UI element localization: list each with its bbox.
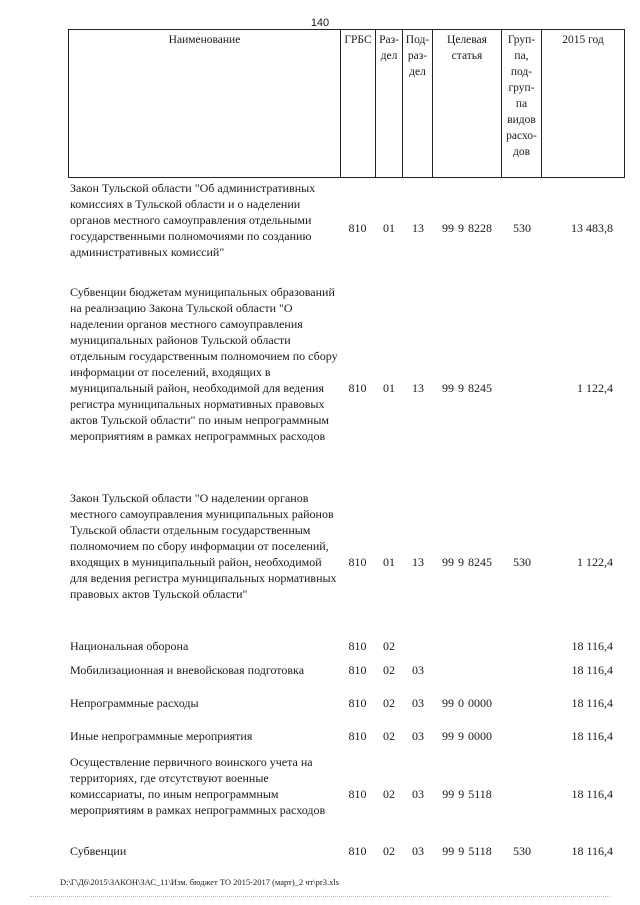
header-razdel-line: Раз- [379,34,399,46]
footer-file-path: D:\Г\Д6\2015\ЗАКОН\ЗАС_11\Изм. бюджет ТО 2015-2017 (март)_2 чт\pr3.xls [60,877,340,887]
row-tselevaya: 99 9 8245 [442,555,492,569]
row-name: Иные непрограммные мероприятия [70,729,253,743]
header-grbs [340,29,375,178]
header-razdel-line: дел [380,50,398,62]
row-name: Осуществление первичного воинского учета на территориях, где отсутствуют военные комиссариаты, по иным непрограммным мероприятиям в рамках непрограммных расходов [70,755,326,817]
row-razdel: 02 [383,696,395,710]
header-gruppa-line: видов [507,114,536,126]
header-podrazdel-line: раз- [407,50,428,62]
row-razdel: 02 [383,844,395,858]
table-row [0,490,640,634]
row-name: Закон Тульской области "О наделении органов местного самоуправления муниципальных районов Тульской области отдельным государственным полномочием по сбору информации от поселений, входящих в муниципальный район, необходимой для ведения регистра муниципальных нормативных правовых актов Тульской области" [70,491,337,601]
row-tselevaya: 99 9 8245 [442,381,492,395]
table-row [0,180,640,276]
header-podrazdel [402,29,432,178]
row-razdel: 01 [383,221,395,235]
table-row [0,843,640,859]
header-name-label: Наименование [168,34,241,46]
row-grbs: 810 [348,663,367,677]
table-row [0,695,640,711]
row-tselevaya: 99 9 0000 [442,729,492,743]
row-name: Закон Тульской области "Об административных комиссиях в Тульской области и о наделении органов местного самоуправления отдельными государственными полномочиями по созданию административных комиссий" [70,181,316,259]
header-name [68,29,340,178]
row-grbs: 810 [348,787,367,801]
row-amount: 18 116,4 [571,663,613,677]
table-row [0,728,640,744]
row-podrazdel: 03 [412,729,424,743]
row-amount: 18 116,4 [571,787,613,801]
row-gruppa: 530 [513,555,531,569]
header-gruppa-line: груп- [508,82,535,94]
row-razdel: 02 [383,787,395,801]
row-podrazdel: 03 [412,787,424,801]
header-gruppa-line: па [515,98,528,110]
row-razdel: 01 [383,555,395,569]
row-amount: 1 122,4 [577,381,613,395]
row-razdel: 02 [383,639,395,653]
row-amount: 1 122,4 [577,555,613,569]
row-razdel: 02 [383,663,395,677]
header-gruppa-line: под- [510,66,533,78]
row-podrazdel: 03 [412,663,424,677]
row-amount: 18 116,4 [571,696,613,710]
header-tselevaya [432,29,501,178]
header-tselevaya-line: Целевая [447,34,487,46]
table-row [0,754,640,834]
table-row [0,284,640,476]
row-tselevaya: 99 9 8228 [442,221,492,235]
header-gruppa [501,29,541,178]
row-grbs: 810 [348,844,367,858]
row-gruppa: 530 [513,844,531,858]
row-podrazdel: 13 [412,381,424,395]
row-name: Мобилизационная и вневойсковая подготовка [70,663,305,677]
row-name: Субвенции бюджетам муниципальных образований на реализацию Закона Тульской области "О наделении органов местного самоуправления муниципальных районов Тульской области отдельным государственным полномочием по сбору информации от поселений, входящих в муниципальный район, необходимой для ведения регистра муниципальных нормативных правовых актов Тульской области" по иным непрограммным мероприятиям в рамках непрограммных расходов [70,285,338,443]
header-podrazdel-line: Под- [405,34,430,46]
table-row [0,662,640,678]
row-grbs: 810 [348,221,367,235]
row-amount: 13 483,8 [571,221,613,235]
header-podrazdel-line: дел [409,66,426,78]
row-podrazdel: 03 [412,696,424,710]
row-podrazdel: 13 [412,555,424,569]
row-tselevaya: 99 9 5118 [442,844,492,858]
header-tselevaya-line: статья [451,50,483,62]
row-grbs: 810 [348,729,367,743]
header-gruppa-line: па, [514,50,529,62]
row-grbs: 810 [348,381,367,395]
row-gruppa: 530 [513,221,531,235]
row-grbs: 810 [348,639,367,653]
row-amount: 18 116,4 [571,639,613,653]
row-name: Национальная оборона [70,639,189,653]
row-grbs: 810 [348,555,367,569]
row-amount: 18 116,4 [571,844,613,858]
row-amount: 18 116,4 [571,729,613,743]
header-razdel [375,29,402,178]
row-razdel: 01 [383,381,395,395]
page-number: 140 [310,17,330,29]
header-gruppa-line: Груп- [507,34,536,46]
header-gruppa-line: дов [512,146,531,158]
header-gruppa-line: расхо- [506,130,537,142]
table-row [0,638,640,654]
row-name: Субвенции [70,844,127,858]
row-podrazdel: 03 [412,844,424,858]
row-name: Непрограммные расходы [70,696,199,710]
header-year [541,29,625,178]
scan-edge-divider [30,896,610,897]
row-tselevaya: 99 0 0000 [442,696,492,710]
row-grbs: 810 [348,696,367,710]
row-podrazdel: 13 [412,221,424,235]
row-razdel: 02 [383,729,395,743]
header-year-label: 2015 год [562,34,604,46]
header-grbs-label: ГРБС [344,34,372,46]
row-tselevaya: 99 9 5118 [442,787,492,801]
